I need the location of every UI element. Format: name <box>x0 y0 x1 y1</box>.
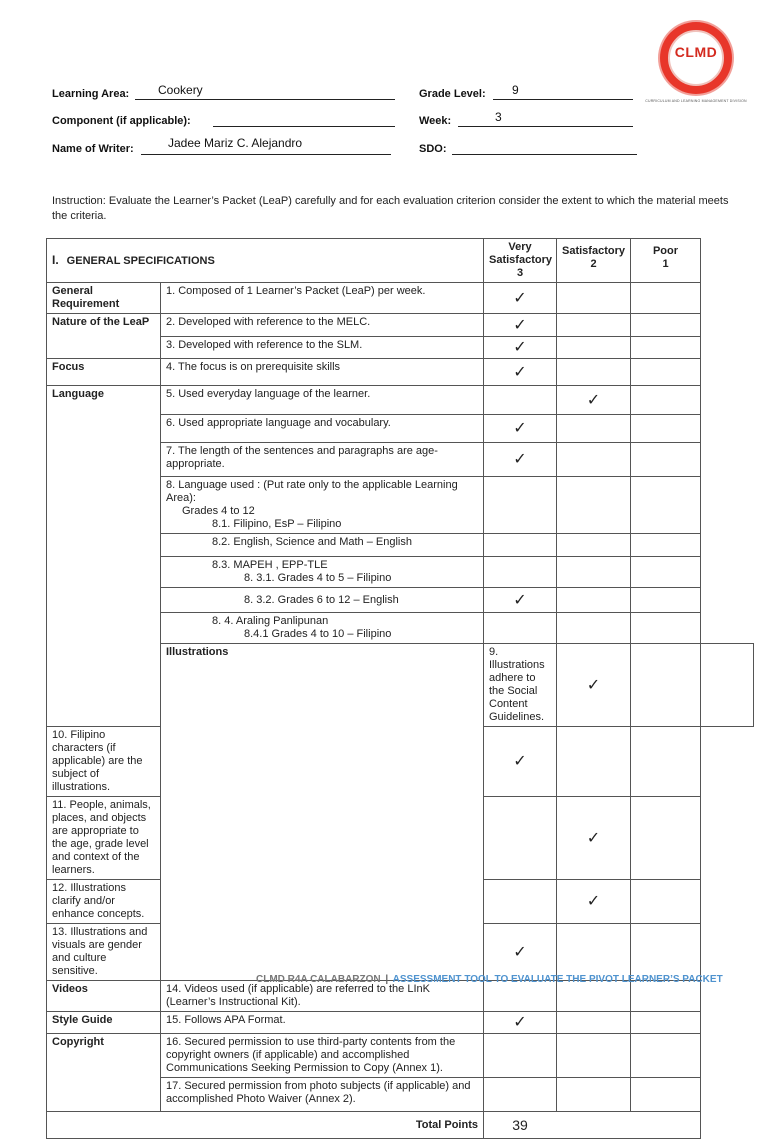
week-value: 3 <box>495 110 502 124</box>
criterion-1-very-satisfactory-check: ✓ <box>484 283 557 314</box>
total-points-value <box>484 1112 701 1139</box>
criterion-13-poor-cell <box>631 924 701 981</box>
logo-text: CLMD <box>674 44 718 60</box>
criterion-14-satisfactory-cell <box>557 981 631 1012</box>
criterion-15-very-satisfactory-check: ✓ <box>484 1012 557 1034</box>
criterion-10-poor-cell <box>631 727 701 797</box>
criterion-4-very-satisfactory-check: ✓ <box>484 359 557 386</box>
criterion-8-3-1: 8. 3.1. Grades 4 to 5 – Filipino <box>244 572 392 584</box>
criterion-7-satisfactory-cell <box>557 443 631 477</box>
footer-right: ASSESSMENT TOOL TO EVALUATE THE PIVOT LEARNER’S PACKET <box>392 974 723 985</box>
learning-area-value: Cookery <box>158 83 203 97</box>
criterion-8-grades: Grades 4 to 12 <box>182 505 255 517</box>
satisfactory-label: Satisfactory <box>562 245 625 257</box>
criterion-17-poor-cell <box>631 1078 701 1112</box>
criterion-9: 9. Illustrations adhere to the Social Content Guidelines. <box>484 644 557 727</box>
section-title-cell <box>47 239 484 283</box>
criterion-8-4-cell <box>161 613 484 644</box>
footer-separator: | <box>385 974 389 985</box>
criterion-8-3: 8.3. MAPEH , EPP-TLE <box>212 559 328 571</box>
criterion-9-poor-cell <box>701 644 754 727</box>
instruction-text: Instruction: Evaluate the Learner’s Packet (LeaP) carefully and for each evaluation criterion consider the extent to which the material meets the criteria. <box>52 195 729 222</box>
writer-value: Jadee Mariz C. Alejandro <box>168 136 303 150</box>
category-copyright: Copyright <box>47 1034 161 1112</box>
very-satisfactory-score: 3 <box>516 267 524 279</box>
learning-area-label: Learning Area: <box>52 88 130 100</box>
criterion-8-3-very-satisfactory-cell <box>484 557 557 588</box>
table-row <box>47 314 754 337</box>
criterion-3-poor-cell <box>631 337 701 359</box>
footer-left: CLMD R4A CALABARZON <box>256 974 381 985</box>
criterion-6: 6. Used appropriate language and vocabulary. <box>161 415 484 443</box>
criterion-13-very-satisfactory-check: ✓ <box>484 924 557 981</box>
criterion-11-satisfactory-check: ✓ <box>557 797 631 880</box>
criterion-5-satisfactory-check: ✓ <box>557 386 631 415</box>
category-language: Language <box>47 386 161 727</box>
satisfactory-score: 2 <box>590 258 597 270</box>
evaluation-table <box>46 238 754 1139</box>
criterion-3-very-satisfactory-check: ✓ <box>484 337 557 359</box>
criterion-8-text: 8. Language used : (Put rate only to the applicable Learning Area): <box>166 479 458 504</box>
criterion-8-3-satisfactory-cell <box>557 557 631 588</box>
criterion-8-1: 8.1. Filipino, EsP – Filipino <box>212 518 342 530</box>
criterion-7: 7. The length of the sentences and paragraphs are age-appropriate. <box>161 443 484 477</box>
criterion-8-2: 8.2. English, Science and Math – English <box>212 536 412 548</box>
criterion-8-4-very-satisfactory-cell <box>484 613 557 644</box>
learning-area-line <box>135 99 395 100</box>
criterion-8-4-1: 8.4.1 Grades 4 to 10 – Filipino <box>244 628 392 640</box>
criterion-8-poor-cell <box>631 477 701 534</box>
criterion-16-satisfactory-cell <box>557 1034 631 1078</box>
criterion-3: 3. Developed with reference to the SLM. <box>161 337 484 359</box>
criterion-5-very-satisfactory-cell <box>484 386 557 415</box>
criterion-12-satisfactory-check: ✓ <box>557 880 631 924</box>
criterion-1-satisfactory-cell <box>557 283 631 314</box>
writer-line <box>141 154 391 155</box>
criterion-4-satisfactory-cell <box>557 359 631 386</box>
criterion-1-poor-cell <box>631 283 701 314</box>
criterion-13-satisfactory-cell <box>557 924 631 981</box>
criterion-17-very-satisfactory-cell <box>484 1078 557 1112</box>
criterion-9-satisfactory-cell <box>631 644 701 727</box>
criterion-15: 15. Follows APA Format. <box>161 1012 484 1034</box>
criterion-17-satisfactory-cell <box>557 1078 631 1112</box>
criterion-10-very-satisfactory-check: ✓ <box>484 727 557 797</box>
criterion-2-poor-cell <box>631 314 701 337</box>
criterion-8-2-poor-cell <box>631 534 701 557</box>
poor-label: Poor <box>652 245 679 257</box>
total-points-number: 39 <box>512 1116 528 1133</box>
criterion-6-satisfactory-cell <box>557 415 631 443</box>
criterion-5-poor-cell <box>631 386 701 415</box>
total-points-label: Total Points <box>47 1112 484 1139</box>
criterion-8-3-2: 8. 3.2. Grades 6 to 12 – English <box>244 593 399 606</box>
week-line <box>458 126 633 127</box>
grade-level-line <box>493 99 633 100</box>
criterion-8-2-very-satisfactory-cell <box>484 534 557 557</box>
criterion-12: 12. Illustrations clarify and/or enhance concepts. <box>47 880 161 924</box>
poor-score: 1 <box>662 258 669 270</box>
criterion-8-2-cell <box>161 534 484 557</box>
very-satisfactory-label: Very Satisfactory <box>489 241 552 266</box>
logo-caption: CURRICULUM AND LEARNING MANAGEMENT DIVISION <box>645 99 747 103</box>
table-row <box>47 386 754 415</box>
criterion-16-very-satisfactory-cell <box>484 1034 557 1078</box>
category-videos: Videos <box>47 981 161 1012</box>
criterion-8-2-satisfactory-cell <box>557 534 631 557</box>
criterion-6-very-satisfactory-check: ✓ <box>484 415 557 443</box>
criterion-8-3-2-very-satisfactory-check: ✓ <box>484 588 557 613</box>
sdo-label: SDO: <box>419 143 447 155</box>
criterion-8-very-satisfactory-cell <box>484 477 557 534</box>
criterion-2: 2. Developed with reference to the MELC. <box>161 314 484 337</box>
very-satisfactory-header <box>484 239 557 283</box>
criterion-8 <box>161 477 484 534</box>
criterion-12-very-satisfactory-cell <box>484 880 557 924</box>
criterion-16-poor-cell <box>631 1034 701 1078</box>
table-row <box>47 1012 754 1034</box>
category-focus: Focus <box>47 359 161 386</box>
criterion-1: 1. Composed of 1 Learner’s Packet (LeaP) per week. <box>161 283 484 314</box>
criterion-17: 17. Secured permission from photo subjects (if applicable) and accomplished Photo Waiver (Annex 2). <box>161 1078 484 1112</box>
total-row <box>47 1112 754 1139</box>
criterion-9-very-satisfactory-check: ✓ <box>557 644 631 727</box>
page-footer <box>256 974 723 985</box>
criterion-5: 5. Used everyday language of the learner. <box>161 386 484 415</box>
criterion-11-poor-cell <box>631 797 701 880</box>
table-row <box>47 359 754 386</box>
criterion-8-3-poor-cell <box>631 557 701 588</box>
table-row <box>47 283 754 314</box>
criterion-7-poor-cell <box>631 443 701 477</box>
criterion-8-3-cell <box>161 557 484 588</box>
writer-label: Name of Writer: <box>52 143 134 155</box>
table-header-row <box>47 239 754 283</box>
section-roman: I. <box>52 252 59 267</box>
section-title: GENERAL SPECIFICATIONS <box>66 254 215 267</box>
grade-level-value: 9 <box>512 83 519 97</box>
criterion-12-poor-cell <box>631 880 701 924</box>
criterion-16: 16. Secured permission to use third-party contents from the copyright owners (if applicable) and accomplished Communications Seeking Permission to Copy (Annex 1). <box>161 1034 484 1078</box>
poor-header <box>631 239 701 283</box>
criterion-2-satisfactory-cell <box>557 314 631 337</box>
satisfactory-header <box>557 239 631 283</box>
criterion-11: 11. People, animals, places, and objects are appropriate to the age, grade level and context of the learners. <box>47 797 161 880</box>
category-illustrations: Illustrations <box>161 644 484 981</box>
criterion-8-3-2-cell <box>161 588 484 613</box>
sdo-line <box>452 154 637 155</box>
criterion-8-4-poor-cell <box>631 613 701 644</box>
criterion-8-3-2-poor-cell <box>631 588 701 613</box>
criterion-10-satisfactory-cell <box>557 727 631 797</box>
criterion-3-satisfactory-cell <box>557 337 631 359</box>
grade-level-label: Grade Level: <box>419 88 486 100</box>
clmd-logo <box>660 22 732 94</box>
criterion-14-poor-cell <box>631 981 701 1012</box>
criterion-2-very-satisfactory-check: ✓ <box>484 314 557 337</box>
criterion-15-poor-cell <box>631 1012 701 1034</box>
criterion-10: 10. Filipino characters (if applicable) are the subject of illustrations. <box>47 727 161 797</box>
criterion-8-4: 8. 4. Araling Panlipunan <box>212 615 329 627</box>
table-row <box>47 981 754 1012</box>
criterion-4: 4. The focus is on prerequisite skills <box>161 359 484 386</box>
criterion-13: 13. Illustrations and visuals are gender and culture sensitive. <box>47 924 161 981</box>
criterion-15-satisfactory-cell <box>557 1012 631 1034</box>
criterion-14-very-satisfactory-cell <box>484 981 557 1012</box>
criterion-8-3-2-satisfactory-cell <box>557 588 631 613</box>
criterion-6-poor-cell <box>631 415 701 443</box>
component-line <box>213 126 395 127</box>
criterion-4-poor-cell <box>631 359 701 386</box>
table-row <box>47 1034 754 1078</box>
criterion-14: 14. Videos used (if applicable) are referred to the LInK (Learner’s Instructional Kit). <box>161 981 484 1012</box>
week-label: Week: <box>419 115 452 127</box>
category-style-guide: Style Guide <box>47 1012 161 1034</box>
category-nature: Nature of the LeaP <box>47 314 161 359</box>
criterion-8-4-satisfactory-cell <box>557 613 631 644</box>
criterion-8-satisfactory-cell <box>557 477 631 534</box>
criterion-11-very-satisfactory-cell <box>484 797 557 880</box>
component-label: Component (if applicable): <box>52 115 191 127</box>
category-general: General Requirement <box>47 283 161 314</box>
criterion-7-very-satisfactory-check: ✓ <box>484 443 557 477</box>
